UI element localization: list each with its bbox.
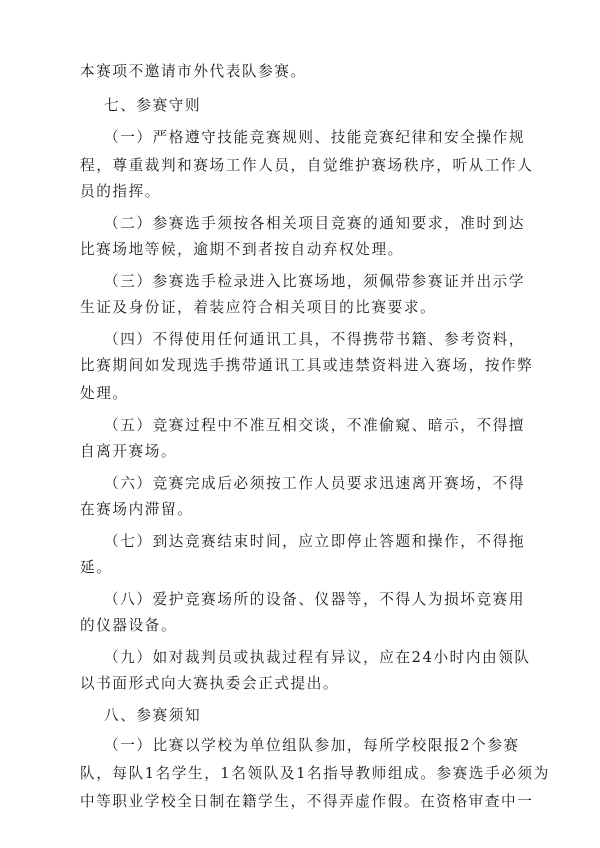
paragraph-line: （七）到达竞赛结束时间，应立即停止答题和操作，不得拖 (104, 533, 526, 550)
paragraph-line: 在赛场内滞留。 (80, 501, 194, 518)
paragraph-line: （一）比赛以学校为单位组队参加，每所学校限报2个参赛 (104, 737, 520, 754)
section-heading: 七、参赛守则 (104, 97, 202, 114)
paragraph-line: 的仪器设备。 (80, 617, 178, 634)
paragraph-line: 本赛项不邀请市外代表队参赛。 (80, 63, 307, 80)
paragraph-line: 以书面形式向大赛执委会正式提出。 (80, 675, 340, 692)
paragraph-line: （九）如对裁判员或执裁过程有异议，应在24小时内由领队 (104, 649, 531, 666)
paragraph-line: 员的指挥。 (80, 183, 161, 200)
paragraph-line: 中等职业学校全日制在籍学生，不得弄虚作假。在资格审查中一 (80, 793, 534, 810)
paragraph-line: 延。 (80, 559, 113, 576)
paragraph-line: （四）不得使用任何通讯工具，不得携带书籍、参考资料， (104, 331, 526, 348)
paragraph-line: 处理。 (80, 385, 129, 402)
paragraph-line: 程，尊重裁判和赛场工作人员，自觉维护赛场秩序，听从工作人 (80, 157, 534, 174)
paragraph-line: 比赛场地等候，逾期不到者按自动弃权处理。 (80, 241, 404, 258)
paragraph-line: 自离开赛场。 (80, 443, 178, 460)
paragraph-line: 生证及身份证，着装应符合相关项目的比赛要求。 (80, 299, 437, 316)
paragraph-line: （六）竞赛完成后必须按工作人员要求迅速离开赛场，不得 (104, 475, 526, 492)
paragraph-line: （三）参赛选手检录进入比赛场地，须佩带参赛证并出示学 (104, 273, 526, 290)
paragraph-line: 队，每队1名学生，1名领队及1名指导教师组成。参赛选手必须为 (80, 765, 550, 782)
paragraph-line: （一）严格遵守技能竞赛规则、技能竞赛纪律和安全操作规 (104, 129, 526, 146)
paragraph-line: （八）爱护竞赛场所的设备、仪器等，不得人为损坏竞赛用 (104, 591, 526, 608)
section-heading: 八、参赛须知 (104, 707, 202, 724)
paragraph-line: （五）竞赛过程中不准互相交谈，不准偷窥、暗示，不得擅 (104, 417, 526, 434)
paragraph-line: （二）参赛选手须按各相关项目竞赛的通知要求，准时到达 (104, 215, 526, 232)
paragraph-line: 比赛期间如发现选手携带通讯工具或违禁资料进入赛场，按作弊 (80, 357, 534, 374)
